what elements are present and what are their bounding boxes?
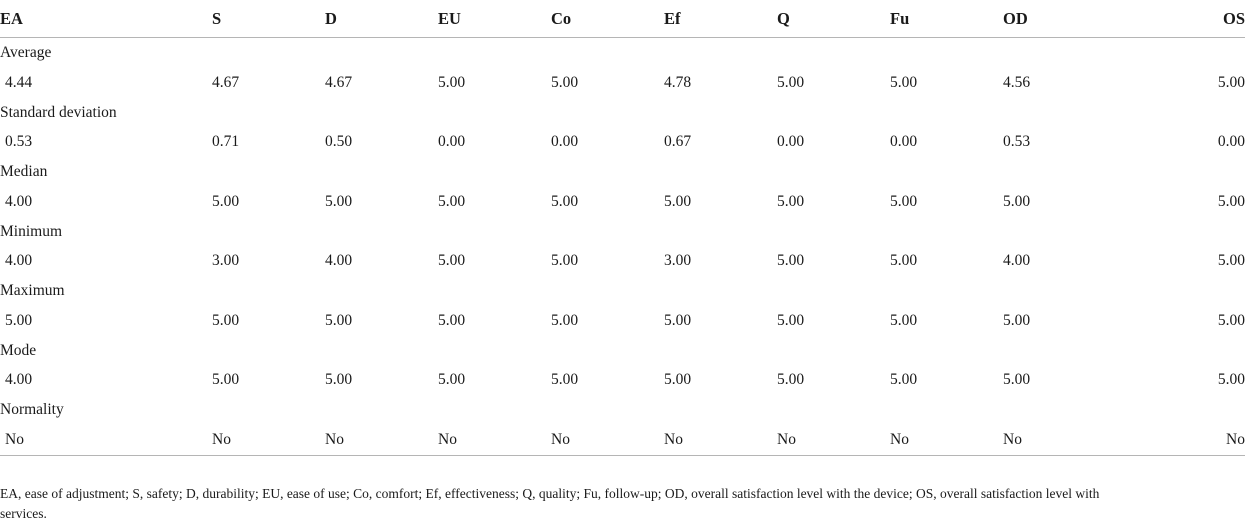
header-row: [0, 0, 1245, 38]
stat-value-cell: 0.71: [212, 133, 240, 151]
stat-value-cell: 4.00: [5, 252, 33, 270]
stat-value-cell: No: [664, 425, 777, 455]
header-cell-s: S: [212, 0, 325, 38]
stat-value-cell: 3.00: [664, 252, 692, 270]
stat-value-cell: 4.00: [5, 192, 33, 210]
stat-value-cell: 5.00: [664, 371, 692, 389]
stat-value-cell: 5.00: [325, 192, 353, 210]
stat-value-cell: 0.00: [438, 133, 466, 151]
stat-value-cell: 5.00: [1003, 311, 1031, 329]
stat-value-cell: 5.00: [438, 311, 466, 329]
stat-value-cell: 5.00: [777, 371, 805, 389]
stat-label-row: [0, 98, 1245, 128]
stat-value-cell: 5.00: [890, 371, 918, 389]
stat-label: Average: [0, 44, 52, 61]
stat-value-cell: 4.67: [212, 73, 240, 91]
stat-value-cell: 5.00: [890, 73, 918, 91]
stat-value-cell: No: [890, 425, 1003, 455]
stat-value-row: [0, 128, 1245, 158]
stat-value-cell: 4.56: [1003, 73, 1031, 91]
stat-value-cell: 4.00: [1003, 252, 1031, 270]
stat-value-cell: 5.00: [212, 371, 240, 389]
header-cell-od: OD: [1003, 0, 1113, 38]
stat-value-cell: 5.00: [1217, 311, 1245, 329]
header-cell-d: D: [325, 0, 438, 38]
header-cell-ea: EA: [0, 0, 212, 38]
stat-value-cell: No: [1113, 425, 1245, 455]
stat-label-row: [0, 276, 1245, 306]
stat-value-cell: 5.00: [438, 192, 466, 210]
stat-value-cell: 4.78: [664, 73, 692, 91]
stat-value-cell: 5.00: [438, 371, 466, 389]
stat-value-cell: 5.00: [1003, 192, 1031, 210]
stat-value-cell: 4.00: [5, 371, 33, 389]
stat-value-cell: No: [325, 425, 438, 455]
stat-value-cell: 5.00: [1003, 371, 1031, 389]
table-header: [0, 0, 1245, 38]
stat-value-cell: 0.00: [777, 133, 805, 151]
stat-label-row: [0, 38, 1245, 69]
stat-value-cell: 4.44: [5, 73, 33, 91]
stat-label: Standard deviation: [0, 103, 117, 121]
stat-value-row: [0, 187, 1245, 217]
stat-value-cell: 5.00: [438, 252, 466, 270]
stat-value-cell: No: [212, 425, 325, 455]
stat-value-cell: No: [1003, 425, 1113, 455]
stat-label: Normality: [0, 401, 64, 418]
stat-value-row: [0, 425, 1245, 455]
stat-value-cell: 5.00: [551, 192, 579, 210]
stat-value-row: [0, 68, 1245, 98]
stat-value-cell: 5.00: [551, 252, 579, 270]
stat-value-cell: 5.00: [212, 311, 240, 329]
stat-value-cell: 5.00: [777, 252, 805, 270]
stat-value-cell: 3.00: [212, 252, 240, 270]
stat-value-cell: 5.00: [777, 73, 805, 91]
stat-value-row: [0, 366, 1245, 396]
stat-label: Mode: [0, 341, 37, 359]
stat-value-cell: 5.00: [551, 371, 579, 389]
table-footnote: EA, ease of adjustment; S, safety; D, durability; EU, ease of use; Co, comfort; Ef, effectiveness; Q, quality; Fu, follow-up; OD, overall satisfaction level with the device; OS, overall satisfaction level with services.: [0, 486, 1100, 521]
stat-value-cell: 5.00: [551, 73, 579, 91]
stat-label: Median: [0, 163, 48, 180]
stat-value-cell: 5.00: [777, 192, 805, 210]
stat-value-cell: No: [777, 425, 890, 455]
stat-value-cell: No: [0, 425, 212, 455]
header-cell-q: Q: [777, 0, 890, 38]
stat-label-row: [0, 395, 1245, 425]
stat-value-cell: 0.53: [1003, 133, 1031, 151]
stat-value-cell: 0.00: [890, 133, 918, 151]
stat-value-cell: 0.50: [325, 133, 353, 151]
stat-label: Maximum: [0, 282, 65, 299]
stat-value-cell: 5.00: [1217, 252, 1245, 270]
stat-value-cell: 5.00: [325, 371, 353, 389]
stat-value-cell: 5.00: [5, 311, 33, 329]
stat-label-row: [0, 336, 1245, 366]
table-body: [0, 38, 1245, 456]
header-cell-co: Co: [551, 0, 664, 38]
header-cell-eu: EU: [438, 0, 551, 38]
stat-label-row: [0, 157, 1245, 187]
stat-value-cell: 5.00: [1217, 192, 1245, 210]
stat-value-cell: 0.67: [664, 133, 692, 151]
stat-value-cell: 5.00: [325, 311, 353, 329]
header-cell-os: OS: [1113, 0, 1245, 38]
stat-value-cell: 5.00: [438, 73, 466, 91]
stat-value-cell: 0.53: [5, 133, 33, 151]
stat-value-cell: 0.00: [1217, 133, 1245, 151]
stat-value-cell: 5.00: [664, 192, 692, 210]
stat-value-cell: No: [551, 425, 664, 455]
stat-value-row: [0, 306, 1245, 336]
stat-value-cell: 5.00: [664, 311, 692, 329]
stat-value-cell: 0.00: [551, 133, 579, 151]
stat-value-cell: 5.00: [1217, 371, 1245, 389]
stat-value-cell: 4.67: [325, 73, 353, 91]
stat-label-row: [0, 217, 1245, 247]
header-cell-ef: Ef: [664, 0, 777, 38]
stat-label: Minimum: [0, 222, 63, 240]
stat-value-cell: 5.00: [212, 192, 240, 210]
stat-value-cell: 5.00: [890, 311, 918, 329]
stat-value-cell: 5.00: [890, 192, 918, 210]
stat-value-cell: No: [438, 425, 551, 455]
stat-value-cell: 5.00: [551, 311, 579, 329]
header-cell-fu: Fu: [890, 0, 1003, 38]
stat-value-cell: 4.00: [325, 252, 353, 270]
stat-value-cell: 5.00: [777, 311, 805, 329]
stat-value-cell: 5.00: [1217, 73, 1245, 91]
stat-value-row: [0, 247, 1245, 277]
stat-value-cell: 5.00: [890, 252, 918, 270]
